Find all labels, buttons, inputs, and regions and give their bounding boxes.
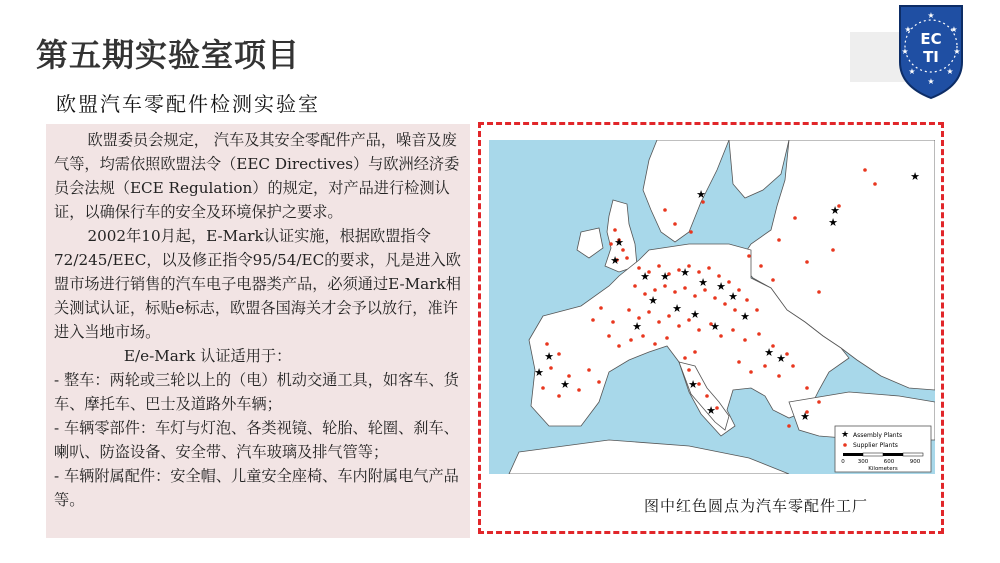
paragraph-emark: 2002年10月起，E-Mark认证实施，根据欧盟指令72/245/EEC，以及修正指令95/54/EC的要求，凡是进入欧盟市场进行销售的汽车电子电器类产品，必须通过E-Mark相关测试认证，标贴e标志，欧盟各国海关才会予以放行，准许进入当地市场。	[54, 227, 461, 341]
scale-bar-segment	[903, 453, 923, 456]
page-subtitle: 欧盟汽车零配件检测实验室	[56, 92, 320, 116]
paragraph-regulation: 欧盟委员会规定， 汽车及其安全零配件产品，噪音及废气等，均需依照欧盟法令（EEC Directives）与欧洲经济委员会法规（ECE Regulation）的规定，对产品进行检测认证，以确保行车的安全及环境保护之要求。	[54, 131, 460, 221]
svg-text:★: ★	[614, 236, 624, 249]
svg-text:★: ★	[534, 366, 544, 379]
svg-text:★: ★	[946, 67, 954, 76]
svg-text:★: ★	[648, 294, 658, 307]
scale-bar-segment	[843, 453, 863, 456]
svg-text:★: ★	[776, 352, 786, 365]
paragraph-scope-accessories: - 车辆附属配件：安全帽、儿童安全座椅、车内附属电气产品等。	[54, 467, 459, 509]
scale-tick-0: 0	[841, 459, 845, 465]
supplier-dot-icon	[843, 443, 847, 447]
svg-text:★: ★	[830, 204, 840, 217]
paragraph-scope-heading: E/e-Mark 认证适用于：	[123, 347, 292, 365]
scale-unit-label: Kilometers	[868, 466, 898, 472]
scale-tick-600: 600	[883, 459, 895, 465]
svg-text:★: ★	[660, 270, 670, 283]
svg-text:★: ★	[672, 302, 682, 315]
svg-text:★: ★	[710, 320, 720, 333]
svg-text:★: ★	[560, 378, 570, 391]
svg-text:★: ★	[688, 378, 698, 391]
svg-text:★: ★	[696, 188, 706, 201]
svg-text:★: ★	[728, 290, 738, 303]
svg-text:★: ★	[740, 310, 750, 323]
svg-text:★: ★	[800, 410, 810, 423]
legend-assembly-label: Assembly Plants	[853, 432, 903, 439]
logo-top-text: EC	[920, 30, 942, 48]
scale-tick-300: 300	[857, 459, 869, 465]
svg-text:★: ★	[544, 350, 554, 363]
svg-text:★: ★	[716, 280, 726, 293]
page-title: 第五期实验室项目	[36, 36, 301, 74]
svg-text:★: ★	[690, 308, 700, 321]
map-legend	[835, 426, 931, 472]
svg-text:★: ★	[901, 47, 909, 56]
svg-text:★: ★	[908, 67, 916, 76]
svg-text:★: ★	[610, 254, 620, 267]
description-panel	[46, 124, 470, 538]
svg-text:★: ★	[910, 170, 920, 183]
svg-text:★: ★	[698, 276, 708, 289]
svg-text:★: ★	[828, 216, 838, 229]
svg-text:★: ★	[680, 266, 690, 279]
svg-text:★: ★	[640, 270, 650, 283]
scale-bar-segment	[863, 453, 883, 456]
ecti-logo	[894, 2, 968, 100]
paragraph-scope-components: - 车辆零部件：车灯与灯泡、各类视镜、轮胎、轮圈、刹车、喇叭、防盗设备、安全带、汽车玻璃及排气管等；	[54, 419, 459, 461]
map-caption: 图中红色圆点为汽车零配件工厂	[644, 497, 869, 515]
svg-text:★: ★	[927, 11, 935, 20]
scale-bar-segment	[883, 453, 903, 456]
europe-plants-map	[489, 140, 935, 474]
svg-text:★: ★	[950, 25, 958, 34]
svg-text:★: ★	[904, 25, 912, 34]
svg-text:★: ★	[632, 320, 642, 333]
scale-tick-900: 900	[909, 459, 921, 465]
svg-text:★: ★	[953, 47, 961, 56]
svg-text:★: ★	[764, 346, 774, 359]
legend-supplier-label: Supplier Plants	[853, 442, 898, 449]
svg-text:★: ★	[706, 404, 716, 417]
logo-bottom-text: TI	[923, 48, 939, 66]
assembly-star-icon: ★	[840, 430, 850, 440]
paragraph-scope-vehicles: - 整车：两轮或三轮以上的（电）机动交通工具，如客车、货车、摩托车、巴士及道路外车辆；	[54, 371, 459, 413]
svg-text:★: ★	[927, 77, 935, 86]
